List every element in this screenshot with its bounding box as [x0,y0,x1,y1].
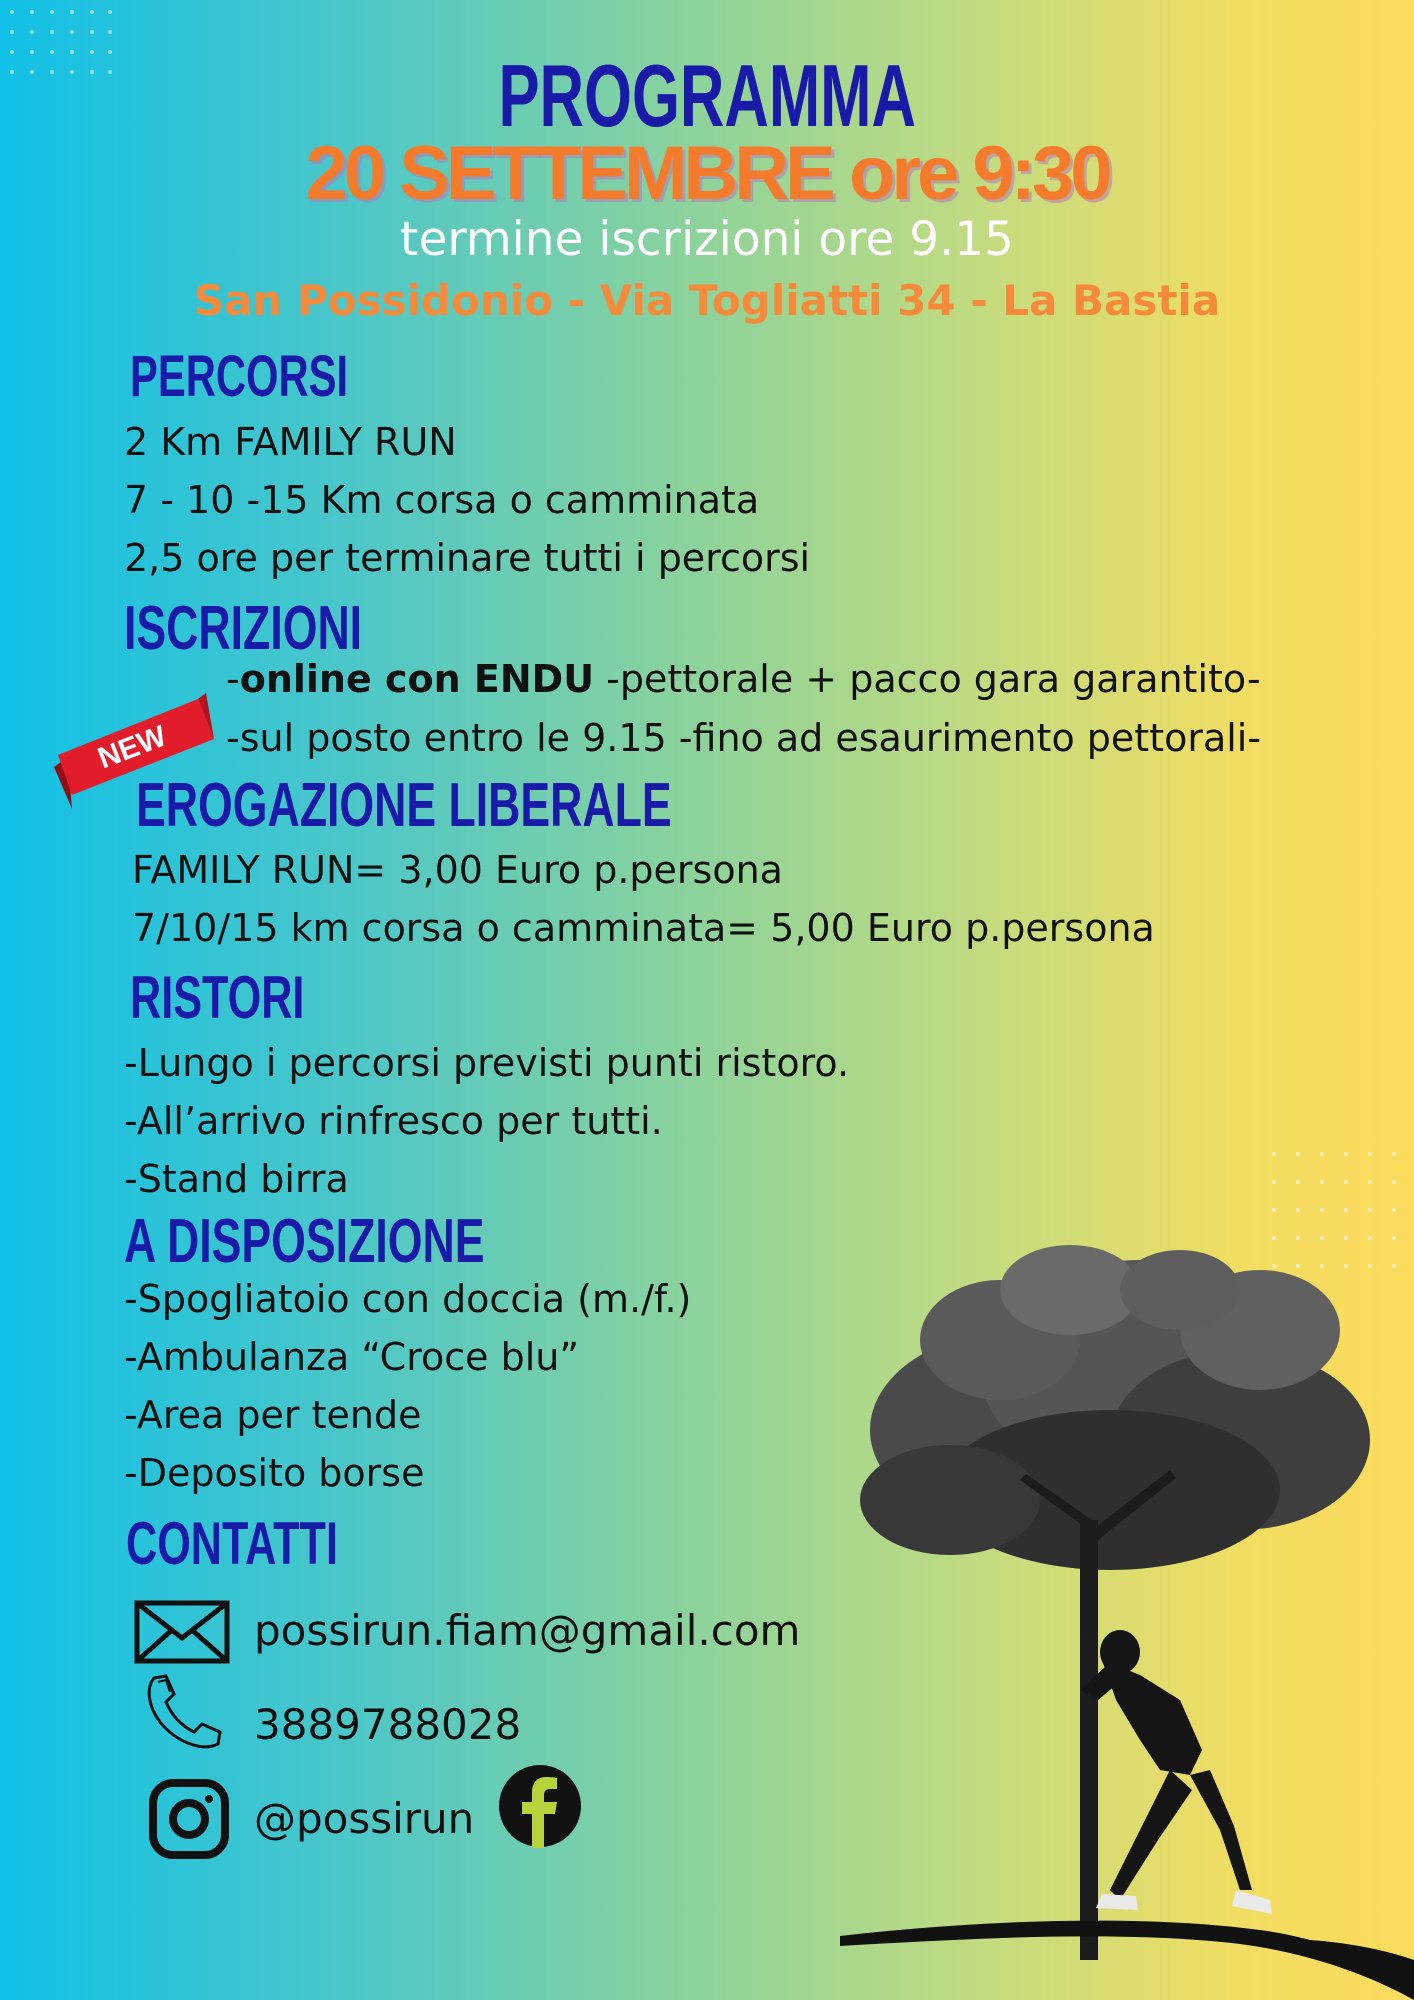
poster-title: PROGRAMMA [498,46,916,145]
section-heading-ristori: RISTORI [130,964,305,1031]
erogazione-line: FAMILY RUN= 3,00 Euro p.persona [132,848,783,892]
disposizione-line: -Ambulanza “Croce blu” [124,1335,580,1379]
registration-deadline: termine iscrizioni ore 9.15 [400,212,1014,267]
event-location: San Possidonio - Via Togliatti 34 - La Bastia [193,276,1221,325]
phone-icon [142,1672,228,1752]
section-heading-contatti: CONTATTI [126,1510,338,1577]
percorsi-line: 7 - 10 -15 Km corsa o camminata [124,478,760,522]
contact-social-handle[interactable]: @possirun [254,1794,475,1843]
disposizione-line: -Area per tende [124,1393,422,1437]
ristori-line: -Lungo i percorsi previsti punti ristoro. [124,1041,850,1085]
disposizione-line: -Deposito borse [124,1451,425,1495]
mail-icon [134,1600,230,1664]
ristori-line: -All’arrivo rinfresco per tutti. [124,1099,663,1143]
new-badge-label: NEW [93,719,171,776]
event-date: 20 SETTEMBRE ore 9:30 [305,131,1109,216]
disposizione-line: -Spogliatoio con doccia (m./f.) [124,1277,692,1321]
percorsi-line: 2,5 ore per terminare tutti i percorsi [124,536,811,580]
facebook-icon[interactable] [498,1764,582,1848]
contact-phone[interactable]: 3889788028 [254,1700,522,1749]
section-heading-disposizione: A DISPOSIZIONE [124,1207,485,1276]
erogazione-line: 7/10/15 km corsa o camminata= 5,00 Euro p.persona [132,906,1155,950]
instagram-icon[interactable] [148,1778,230,1860]
tree-runner-illustration [840,1230,1414,2000]
endu-online-text: online con ENDU [239,657,595,701]
iscrizioni-onsite-line: -sul posto entro le 9.15 -fino ad esaurimento pettorali- [226,716,1262,760]
iscrizioni-online-line: -online con ENDU -pettorale + pacco gara garantito- [226,657,1261,701]
section-heading-erogazione: EROGAZIONE LIBERALE [136,771,672,840]
contact-email[interactable]: possirun.fiam@gmail.com [254,1606,801,1655]
percorsi-line: 2 Km FAMILY RUN [124,420,457,464]
section-heading-percorsi: PERCORSI [130,344,349,409]
section-heading-iscrizioni: ISCRIZIONI [124,594,363,663]
ristori-line: -Stand birra [124,1157,349,1201]
